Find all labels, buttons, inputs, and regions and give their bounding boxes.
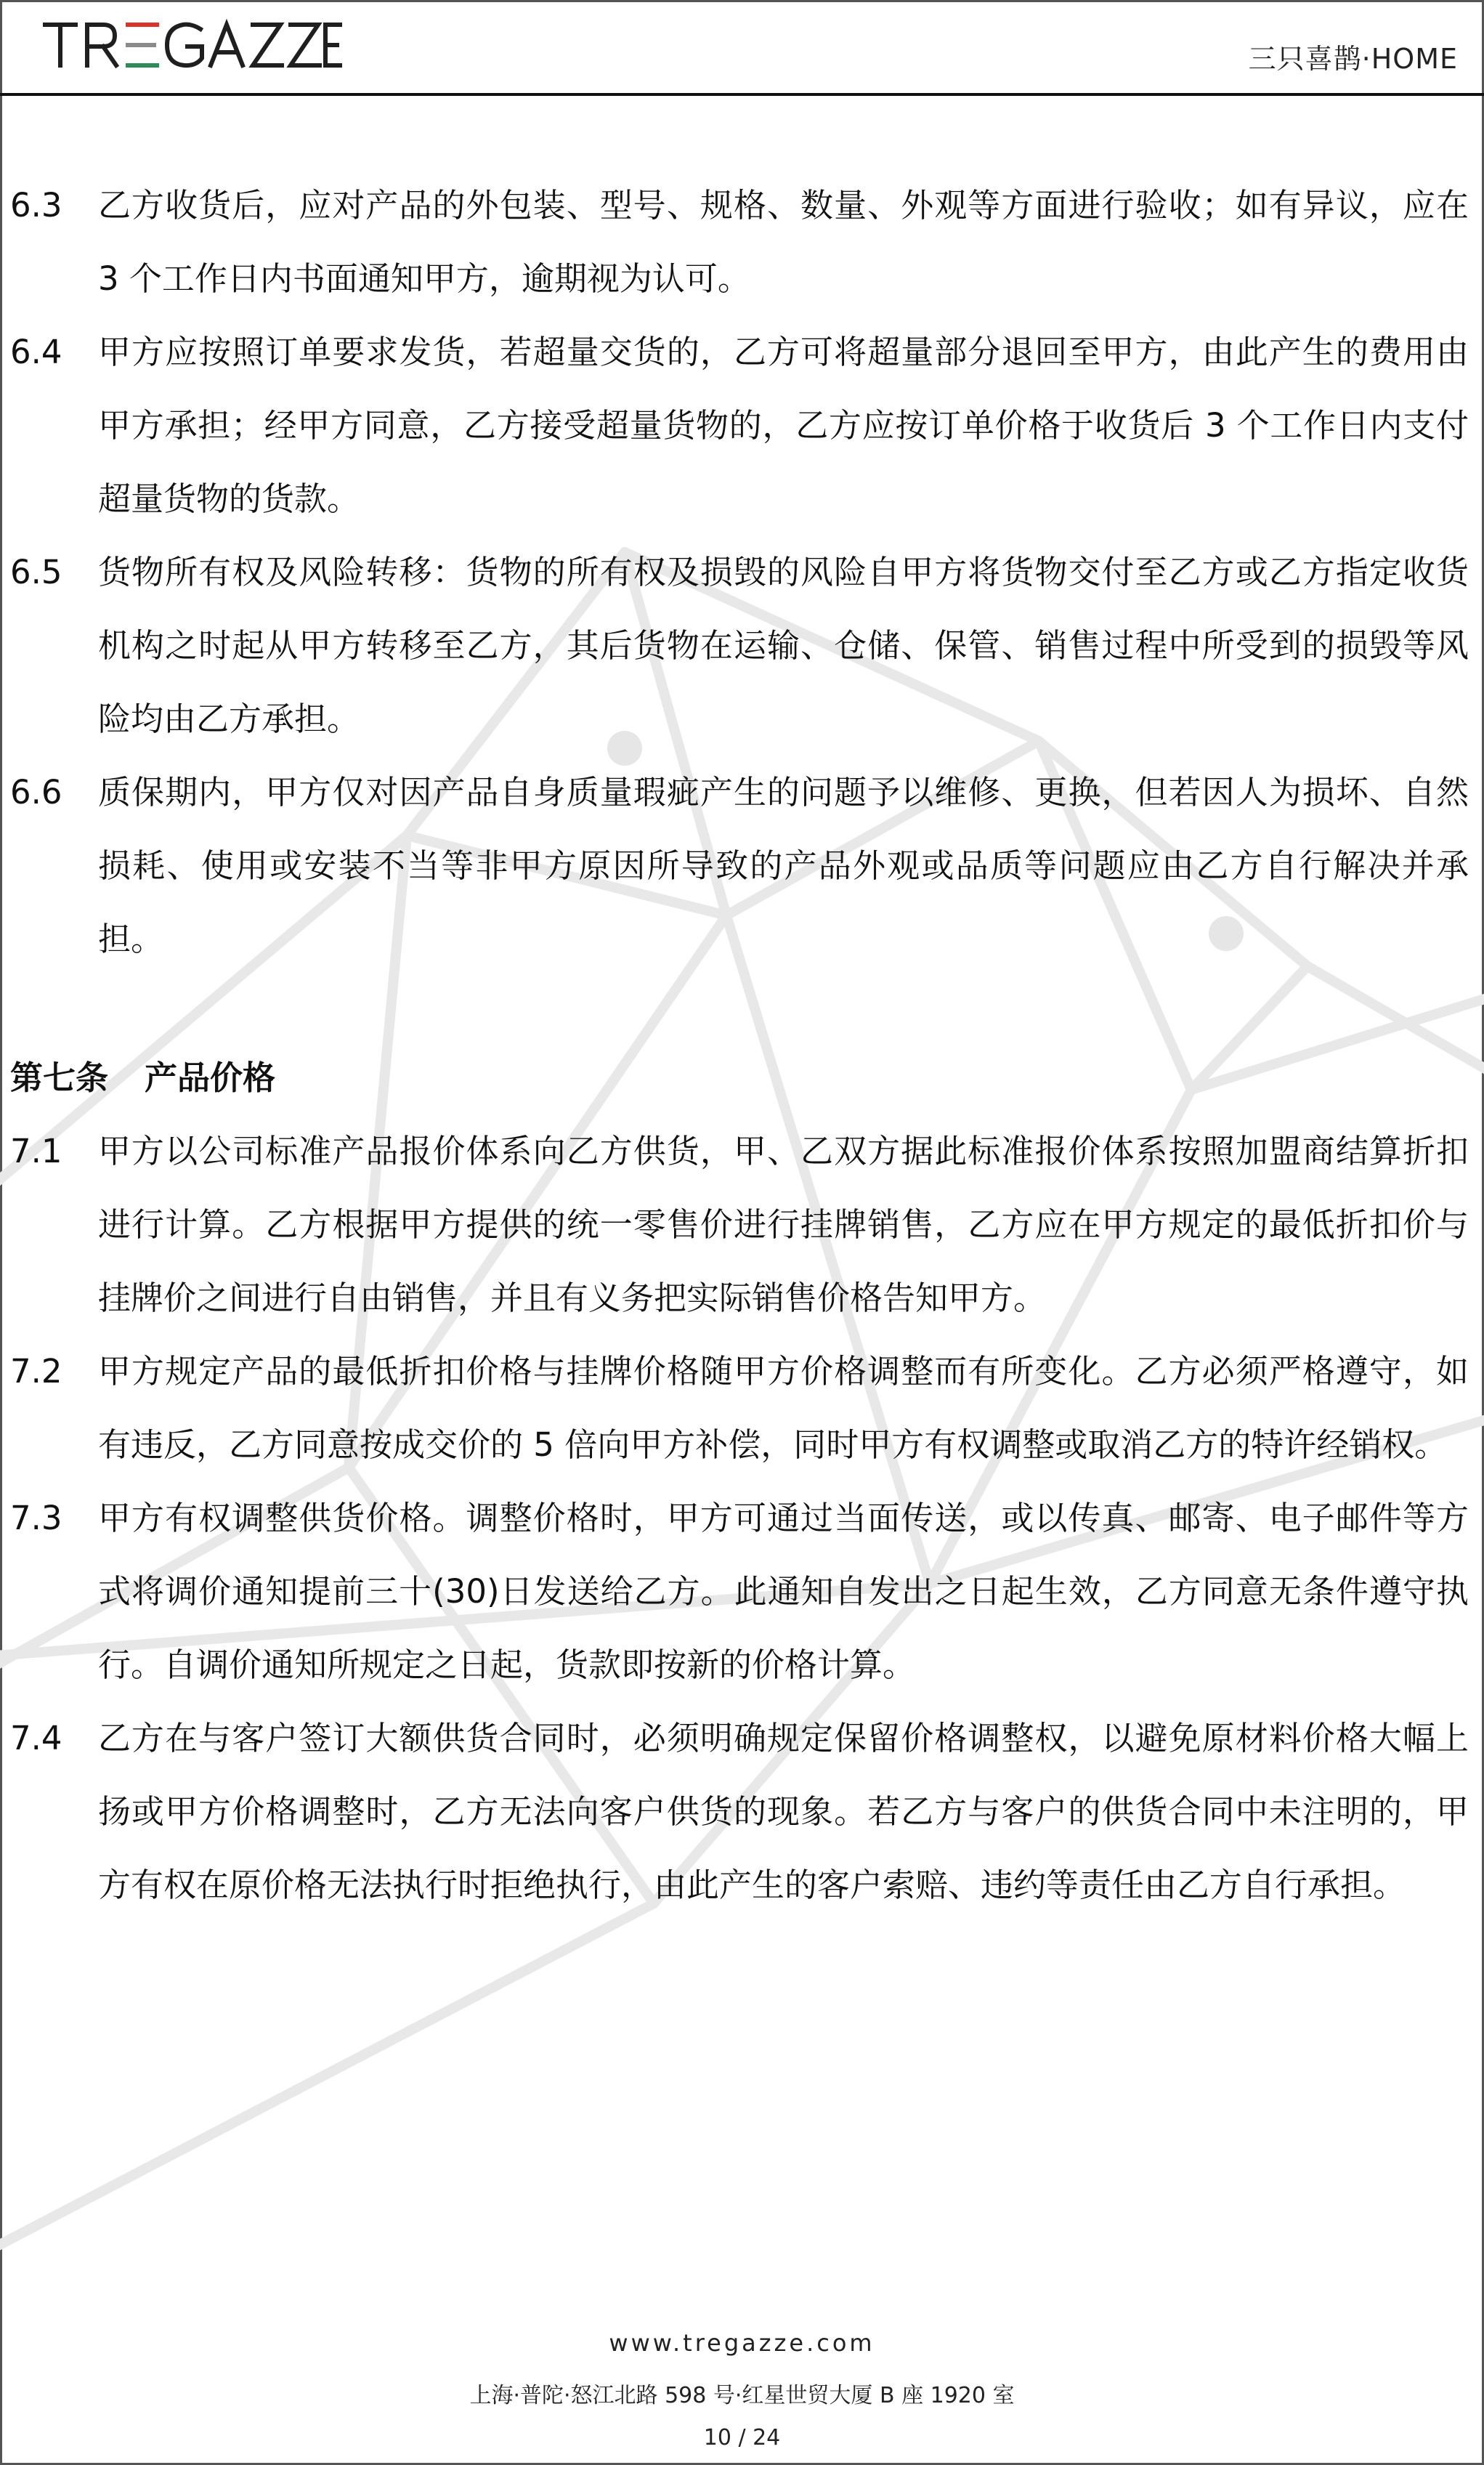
clause-number: 7.3: [10, 1499, 62, 1537]
clause-7-1: [10, 1114, 1469, 1335]
clause-text: 乙方收货后，应对产品的外包装、型号、规格、数量、外观等方面进行验收；如有异议，应在 3 个工作日内书面通知甲方，逾期视为认可。: [98, 186, 1469, 298]
clause-number: 6.3: [10, 186, 62, 224]
clause-6-4: [10, 315, 1469, 535]
clause-number: 6.6: [10, 773, 62, 811]
section-heading-article-7: [10, 1041, 1469, 1114]
clause-text: 甲方有权调整供货价格。调整价格时，甲方可通过当面传送，或以传真、邮寄、电子邮件等方式将调价通知提前三十(30)日发送给乙方。此通知自发出之日起生效，乙方同意无条件遵守执行。自调价通知所规定之日起，货款即按新的价格计算。: [98, 1499, 1469, 1684]
clause-text: 甲方应按照订单要求发货，若超量交货的，乙方可将超量部分退回至甲方，由此产生的费用由甲方承担；经甲方同意，乙方接受超量货物的，乙方应按订单价格于收货后 3 个工作日内支付超量货物的货款。: [98, 333, 1469, 518]
clause-text: 甲方规定产品的最低折扣价格与挂牌价格随甲方价格调整而有所变化。乙方必须严格遵守，如有违反，乙方同意按成交价的 5 倍向甲方补偿，同时甲方有权调整或取消乙方的特许经销权。: [98, 1352, 1469, 1464]
clause-text: 质保期内，甲方仅对因产品自身质量瑕疵产生的问题予以维修、更换，但若因人为损坏、自然损耗、使用或安装不当等非甲方原因所导致的产品外观或品质等问题应由乙方自行解决并承担。: [98, 773, 1469, 958]
footer-address: 上海·普陀·怒江北路 598 号·红星世贸大厦 B 座 1920 室: [469, 2383, 1015, 2408]
clause-number: 6.4: [10, 333, 62, 371]
page-number: 10 / 24: [703, 2425, 781, 2450]
clause-number: 6.5: [10, 553, 62, 591]
clause-number: 7.2: [10, 1352, 62, 1391]
clause-7-2: [10, 1335, 1469, 1481]
document-body: [10, 169, 1469, 1922]
clauses-article-7: [10, 1114, 1469, 1922]
clause-number: 7.1: [10, 1132, 62, 1170]
article-number: 第七条: [10, 1059, 109, 1097]
page-header: [0, 0, 1484, 96]
clause-text: 甲方以公司标准产品报价体系向乙方供货，甲、乙双方据此标准报价体系按照加盟商结算折扣进行计算。乙方根据甲方提供的统一零售价进行挂牌销售，乙方应在甲方规定的最低折扣价与挂牌价之间进行自由销售，并且有义务把实际销售价格告知甲方。: [98, 1132, 1469, 1317]
clause-number: 7.4: [10, 1719, 62, 1757]
clause-6-5: [10, 535, 1469, 756]
clause-7-3: [10, 1481, 1469, 1701]
clause-7-4: [10, 1701, 1469, 1922]
brand-name: 三只喜鹊·HOME: [1248, 43, 1458, 75]
clauses-article-6: [10, 169, 1469, 976]
article-title: 产品价格: [145, 1059, 276, 1097]
clause-6-3: [10, 169, 1469, 315]
tregazze-logo: [42, 10, 347, 83]
clause-text: 乙方在与客户签订大额供货合同时，必须明确规定保留价格调整权，以避免原材料价格大幅上扬或甲方价格调整时，乙方无法向客户供货的现象。若乙方与客户的供货合同中未注明的，甲方有权在原价格无法执行时拒绝执行，由此产生的客户索赔、违约等责任由乙方自行承担。: [98, 1719, 1469, 1904]
clause-text: 货物所有权及风险转移：货物的所有权及损毁的风险自甲方将货物交付至乙方或乙方指定收货机构之时起从甲方转移至乙方，其后货物在运输、仓储、保管、销售过程中所受到的损毁等风险均由乙方承担。: [98, 553, 1469, 738]
clause-6-6: [10, 756, 1469, 976]
footer-website: www.tregazze.com: [609, 2329, 875, 2357]
